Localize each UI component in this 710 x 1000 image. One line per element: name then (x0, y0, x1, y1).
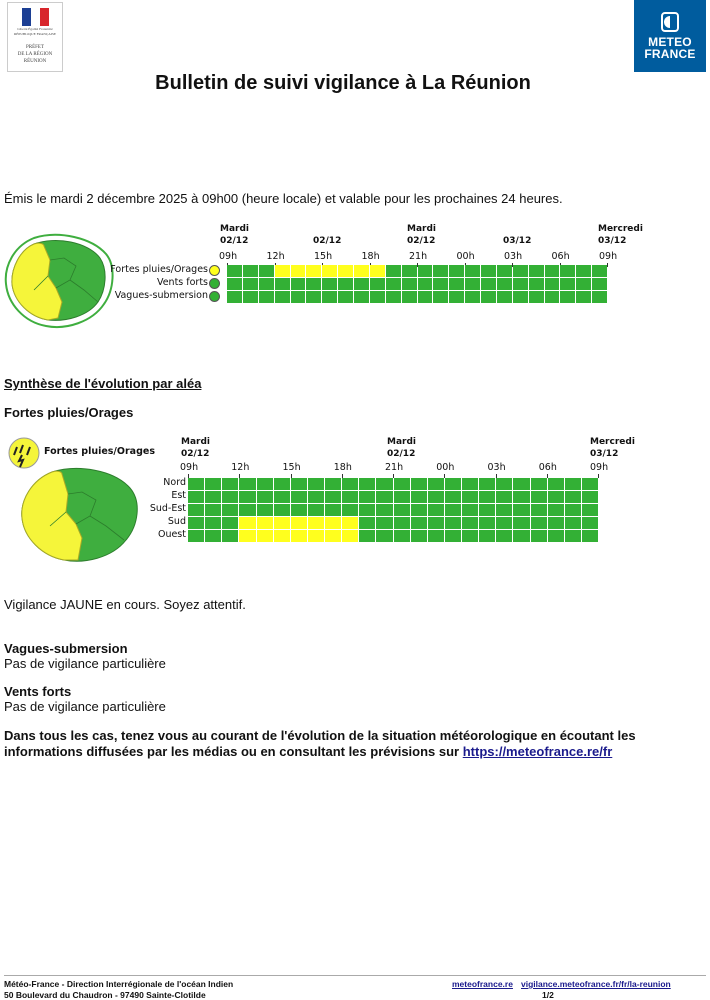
overview_chart-grid-row (227, 291, 607, 303)
pluie-day-name: Mardi (181, 437, 210, 447)
vigilance-green-cell (433, 265, 448, 277)
prefet-label-3: RÉUNION (23, 59, 47, 64)
vigilance-green-cell (479, 530, 495, 542)
vigilance-green-cell (548, 504, 564, 516)
vigilance-yellow-cell (257, 530, 273, 542)
overview_chart-day-date: 02/12 (407, 236, 436, 246)
vigilance-green-cell (565, 504, 581, 516)
vigilance-green-cell (428, 491, 444, 503)
vigilance-green-cell (545, 291, 560, 303)
pluie-grid-row (188, 517, 598, 529)
vigilance-green-cell (513, 265, 528, 277)
vigilance-green-cell (291, 504, 307, 516)
pluie-day-date: 02/12 (387, 449, 416, 459)
french-flag-icon (22, 8, 49, 26)
vigilance-green-cell (531, 530, 547, 542)
wind-icon (209, 278, 220, 289)
vigilance-green-cell (445, 491, 461, 503)
pluie-row-label: Sud-Est (149, 503, 186, 514)
vigilance-green-cell (445, 517, 461, 529)
vigilance-green-cell (188, 504, 204, 516)
overview_chart-time-tick: 15h (314, 251, 333, 262)
vigilance-green-cell (449, 291, 464, 303)
vigilance-green-cell (582, 504, 598, 516)
prefet-label-1: PRÉFET (25, 45, 45, 50)
vigilance-green-cell (359, 504, 375, 516)
vigilance-yellow-cell (370, 265, 385, 277)
vigilance-yellow-cell (308, 530, 324, 542)
vigilance-green-cell (188, 491, 204, 503)
vents-title: Vents forts (4, 684, 72, 699)
pluie-time-tick: 06h (538, 462, 557, 473)
vigilance-green-cell (582, 478, 598, 490)
vigilance-green-cell (376, 517, 392, 529)
vigilance-green-cell (545, 278, 560, 290)
vigilance-green-cell (205, 504, 221, 516)
vigilance-green-cell (291, 291, 306, 303)
vigilance-green-cell (531, 517, 547, 529)
overview_chart-day-date: 03/12 (503, 236, 532, 246)
vigilance-green-cell (545, 265, 560, 277)
vigilance-green-cell (411, 517, 427, 529)
pluie-time-tick: 09h (180, 462, 199, 473)
vigilance-green-cell (291, 478, 307, 490)
vigilance-green-cell (479, 517, 495, 529)
vigilance-green-cell (274, 504, 290, 516)
pluie-day-name: Mardi (387, 437, 416, 447)
wave-icon (209, 291, 220, 302)
vigilance-green-cell (188, 517, 204, 529)
vigilance-green-cell (308, 478, 324, 490)
vigilance-green-cell (513, 291, 528, 303)
vigilance-green-cell (308, 491, 324, 503)
advice-link[interactable]: https://meteofrance.re/fr (462, 744, 613, 759)
pluie-tick-mark (598, 474, 599, 478)
vigilance-green-cell (359, 517, 375, 529)
vigilance-green-cell (376, 478, 392, 490)
vigilance-green-cell (418, 265, 433, 277)
vigilance-green-cell (394, 517, 410, 529)
pluie-status-text: Vigilance JAUNE en cours. Soyez attentif. (4, 597, 246, 612)
overview_chart-time-tick: 03h (504, 251, 523, 262)
vigilance-yellow-cell (257, 517, 273, 529)
vigilance-green-cell (428, 504, 444, 516)
vigilance-green-cell (338, 278, 353, 290)
pluie-section-title: Fortes pluies/Orages (4, 405, 134, 420)
vents-text: Pas de vigilance particulière (4, 699, 166, 714)
vigilance-green-cell (465, 265, 480, 277)
vigilance-green-cell (479, 491, 495, 503)
vigilance-green-cell (205, 491, 221, 503)
rain-storm-icon (209, 265, 220, 276)
overview_chart-tick-mark (607, 263, 608, 267)
vigilance-green-cell (560, 278, 575, 290)
vigilance-green-cell (462, 491, 478, 503)
vigilance-green-cell (205, 517, 221, 529)
overview_chart-row-label: Vents forts (156, 277, 208, 288)
vigilance-yellow-cell (274, 517, 290, 529)
vigilance-green-cell (513, 278, 528, 290)
vigilance-green-cell (342, 478, 358, 490)
vigilance-green-cell (531, 478, 547, 490)
pluie-grid-row (188, 504, 598, 516)
vigilance-green-cell (462, 517, 478, 529)
vigilance-green-cell (227, 265, 242, 277)
vigilance-green-cell (386, 265, 401, 277)
vigilance-green-cell (565, 530, 581, 542)
vigilance-green-cell (275, 278, 290, 290)
vigilance-yellow-cell (306, 265, 321, 277)
overview_chart-day-header (503, 223, 531, 247)
vigilance-green-cell (449, 278, 464, 290)
vigilance-green-cell (565, 491, 581, 503)
vigilance-green-cell (376, 530, 392, 542)
vigilance-green-cell (322, 278, 337, 290)
pluie-time-tick: 12h (231, 462, 250, 473)
vigilance-yellow-cell (291, 517, 307, 529)
vigilance-green-cell (428, 478, 444, 490)
overview_chart-grid (227, 265, 607, 303)
footer-page-number: 1/2 (542, 990, 554, 1000)
vigilance-green-cell (428, 517, 444, 529)
vigilance-green-cell (188, 530, 204, 542)
vigilance-green-cell (496, 504, 512, 516)
pluie-row-label: Nord (163, 477, 186, 488)
emblem-republique: RÉPUBLIQUE FRANÇAISE (13, 32, 57, 36)
vigilance-green-cell (496, 530, 512, 542)
vigilance-green-cell (479, 504, 495, 516)
vigilance-green-cell (531, 491, 547, 503)
vigilance-green-cell (222, 491, 238, 503)
vigilance-green-cell (205, 530, 221, 542)
overview_chart-time-tick: 09h (219, 251, 238, 262)
meteo-france-name-1: METEO (648, 35, 692, 49)
vigilance-green-cell (257, 504, 273, 516)
vigilance-green-cell (411, 530, 427, 542)
reunion-map-overview (4, 232, 116, 332)
vigilance-green-cell (257, 491, 273, 503)
pluie-time-tick: 21h (385, 462, 404, 473)
vigilance-green-cell (497, 291, 512, 303)
vigilance-green-cell (239, 491, 255, 503)
vigilance-green-cell (243, 278, 258, 290)
vigilance-green-cell (222, 517, 238, 529)
pluie-day-name: Mercredi (590, 437, 635, 447)
vigilance-green-cell (359, 530, 375, 542)
overview_chart-time-tick: 18h (361, 251, 380, 262)
pluie-time-tick: 09h (590, 462, 609, 473)
vigilance-green-cell (394, 504, 410, 516)
vigilance-green-cell (325, 491, 341, 503)
vigilance-green-cell (481, 265, 496, 277)
vigilance-green-cell (479, 478, 495, 490)
vigilance-green-cell (259, 265, 274, 277)
vigilance-green-cell (411, 504, 427, 516)
vigilance-green-cell (291, 278, 306, 290)
vigilance-green-cell (291, 491, 307, 503)
vigilance-green-cell (445, 478, 461, 490)
overview_chart-time-tick: 06h (551, 251, 570, 262)
vigilance-green-cell (394, 478, 410, 490)
vigilance-green-cell (582, 491, 598, 503)
overview_chart-day-date: 03/12 (598, 236, 627, 246)
vigilance-green-cell (394, 530, 410, 542)
vigilance-green-cell (529, 265, 544, 277)
vigilance-green-cell (462, 504, 478, 516)
reunion-map-pluie (20, 464, 142, 566)
vigilance-green-cell (402, 291, 417, 303)
vigilance-green-cell (376, 491, 392, 503)
vigilance-green-cell (445, 504, 461, 516)
vigilance-green-cell (308, 504, 324, 516)
overview_chart-day-header (313, 223, 341, 247)
pluie-map-legend: Fortes pluies/Orages (44, 446, 155, 457)
vigilance-yellow-cell (291, 265, 306, 277)
overview_chart-day-date: 02/12 (220, 236, 249, 246)
vigilance-green-cell (227, 291, 242, 303)
vigilance-green-cell (222, 530, 238, 542)
vigilance-green-cell (338, 291, 353, 303)
vigilance-green-cell (592, 291, 607, 303)
footer-address: 50 Boulevard du Chaudron - 97490 Sainte-Clotilde (4, 990, 206, 1000)
pluie-time-tick: 03h (487, 462, 506, 473)
prefet-label-2: DE LA RÉGION (17, 52, 53, 57)
vigilance-yellow-cell (239, 517, 255, 529)
vigilance-green-cell (513, 530, 529, 542)
overview_chart-grid-row (227, 278, 607, 290)
pluie-grid-row (188, 491, 598, 503)
vigilance-green-cell (359, 478, 375, 490)
overview_chart-day-name (313, 223, 341, 235)
overview_chart-row-label: Fortes pluies/Orages (110, 264, 208, 275)
vigilance-green-cell (560, 291, 575, 303)
pluie-day-header (590, 436, 635, 460)
pluie-day-date: 03/12 (590, 449, 619, 459)
vigilance-green-cell (418, 278, 433, 290)
vigilance-yellow-cell (342, 517, 358, 529)
vigilance-green-cell (402, 278, 417, 290)
vigilance-green-cell (411, 491, 427, 503)
vigilance-green-cell (275, 291, 290, 303)
vigilance-green-cell (582, 517, 598, 529)
vigilance-green-cell (496, 478, 512, 490)
overview_chart-grid-row (227, 265, 607, 277)
vigilance-green-cell (243, 291, 258, 303)
overview_chart-time-tick: 09h (599, 251, 618, 262)
vigilance-green-cell (560, 265, 575, 277)
vigilance-green-cell (325, 504, 341, 516)
vigilance-green-cell (259, 278, 274, 290)
vigilance-green-cell (354, 278, 369, 290)
vigilance-green-cell (259, 291, 274, 303)
overview_chart-day-name: Mardi (220, 224, 249, 234)
vigilance-green-cell (529, 278, 544, 290)
vigilance-green-cell (565, 517, 581, 529)
vigilance-green-cell (513, 504, 529, 516)
vigilance-green-cell (222, 504, 238, 516)
vigilance-green-cell (239, 504, 255, 516)
pluie-row-label: Est (171, 490, 186, 501)
overview_chart-time-tick: 21h (409, 251, 428, 262)
vigilance-green-cell (481, 278, 496, 290)
vigilance-green-cell (548, 517, 564, 529)
vigilance-green-cell (531, 504, 547, 516)
vigilance-green-cell (592, 265, 607, 277)
vigilance-green-cell (548, 491, 564, 503)
pluie-time-tick: 18h (333, 462, 352, 473)
vigilance-green-cell (513, 478, 529, 490)
vigilance-green-cell (342, 491, 358, 503)
prefet-logo (7, 2, 63, 72)
vigilance-green-cell (496, 491, 512, 503)
vigilance-green-cell (402, 265, 417, 277)
overview_chart-day-header (407, 223, 436, 247)
pluie-grid-row (188, 530, 598, 542)
vagues-text: Pas de vigilance particulière (4, 656, 166, 671)
vigilance-green-cell (274, 478, 290, 490)
vigilance-green-cell (465, 291, 480, 303)
vigilance-green-cell (529, 291, 544, 303)
pluie-row-label: Sud (167, 516, 186, 527)
vigilance-green-cell (576, 291, 591, 303)
vigilance-green-cell (481, 291, 496, 303)
vigilance-green-cell (576, 278, 591, 290)
vigilance-green-cell (592, 278, 607, 290)
pluie-day-header (181, 436, 210, 460)
vigilance-green-cell (205, 478, 221, 490)
vigilance-green-cell (428, 530, 444, 542)
vigilance-green-cell (306, 291, 321, 303)
vigilance-green-cell (576, 265, 591, 277)
vigilance-yellow-cell (291, 530, 307, 542)
vigilance-green-cell (359, 491, 375, 503)
footer-link-meteofrance[interactable]: meteofrance.re (452, 979, 513, 989)
footer-org: Météo-France - Direction Interrégionale de l'océan Indien (4, 979, 234, 989)
vigilance-yellow-cell (338, 265, 353, 277)
vigilance-green-cell (418, 291, 433, 303)
overview_chart-day-name: Mardi (407, 224, 436, 234)
vigilance-green-cell (370, 278, 385, 290)
vigilance-green-cell (257, 478, 273, 490)
overview_chart-day-header (598, 223, 643, 247)
vigilance-yellow-cell (354, 265, 369, 277)
pluie-day-date: 02/12 (181, 449, 210, 459)
vigilance-green-cell (497, 265, 512, 277)
footer-divider (4, 975, 706, 976)
pluie-grid-row (188, 478, 598, 490)
vigilance-green-cell (449, 265, 464, 277)
page-title: Bulletin de suivi vigilance à La Réunion (155, 72, 531, 94)
vigilance-green-cell (565, 478, 581, 490)
emblem-motto: Liberté Égalité Fraternité (17, 27, 53, 31)
vigilance-green-cell (227, 278, 242, 290)
overview_chart-time-tick: 12h (266, 251, 285, 262)
vigilance-yellow-cell (325, 530, 341, 542)
vigilance-green-cell (274, 491, 290, 503)
footer-link-vigilance[interactable]: vigilance.meteofrance.fr/fr/la-reunion (521, 979, 671, 989)
overview_chart-day-date: 02/12 (313, 236, 342, 246)
vigilance-green-cell (386, 291, 401, 303)
vigilance-green-cell (445, 530, 461, 542)
vigilance-green-cell (582, 530, 598, 542)
meteo-france-emblem-icon (661, 12, 679, 32)
meteo-france-logo (634, 0, 706, 72)
vigilance-green-cell (465, 278, 480, 290)
vigilance-green-cell (306, 278, 321, 290)
overview_chart-day-name (503, 223, 531, 235)
overview_chart-day-header (220, 223, 249, 247)
vigilance-green-cell (548, 478, 564, 490)
vigilance-green-cell (354, 291, 369, 303)
vigilance-green-cell (322, 291, 337, 303)
vigilance-green-cell (386, 278, 401, 290)
vigilance-green-cell (462, 530, 478, 542)
vigilance-yellow-cell (239, 530, 255, 542)
vigilance-green-cell (433, 291, 448, 303)
meteo-france-name-2: FRANCE (644, 47, 696, 61)
vigilance-yellow-cell (342, 530, 358, 542)
vigilance-green-cell (394, 491, 410, 503)
vigilance-green-cell (243, 265, 258, 277)
pluie-day-header (387, 436, 416, 460)
vigilance-green-cell (188, 478, 204, 490)
pluie-time-tick: 15h (282, 462, 301, 473)
vigilance-green-cell (513, 517, 529, 529)
vigilance-yellow-cell (274, 530, 290, 542)
overview_chart-day-name: Mercredi (598, 224, 643, 234)
synthese-title: Synthèse de l'évolution par aléa (4, 376, 202, 391)
vigilance-green-cell (325, 478, 341, 490)
vigilance-green-cell (513, 491, 529, 503)
overview_chart-row-label: Vagues-submersion (114, 290, 208, 301)
pluie-grid (188, 478, 598, 542)
vigilance-yellow-cell (275, 265, 290, 277)
vigilance-green-cell (376, 504, 392, 516)
vigilance-green-cell (548, 530, 564, 542)
pluie-time-tick: 00h (436, 462, 455, 473)
pluie-row-label: Ouest (157, 529, 186, 540)
overview_chart-time-tick: 00h (456, 251, 475, 262)
vigilance-green-cell (370, 291, 385, 303)
emission-text: Émis le mardi 2 décembre 2025 à 09h00 (heure locale) et valable pour les prochaines 24 heures. (4, 191, 563, 206)
vigilance-green-cell (222, 478, 238, 490)
vigilance-green-cell (433, 278, 448, 290)
vigilance-green-cell (342, 504, 358, 516)
vigilance-green-cell (239, 478, 255, 490)
vigilance-yellow-cell (308, 517, 324, 529)
vagues-title: Vagues-submersion (4, 641, 128, 656)
vigilance-green-cell (411, 478, 427, 490)
vigilance-green-cell (462, 478, 478, 490)
advice-paragraph (4, 728, 704, 760)
vigilance-green-cell (497, 278, 512, 290)
vigilance-yellow-cell (325, 517, 341, 529)
advice-text: Dans tous les cas, tenez vous au courant de l'évolution de la situation météorologique en écoutant les informations diffusées par les médias ou en consultant les prévisions sur (4, 728, 636, 759)
vigilance-green-cell (496, 517, 512, 529)
vigilance-yellow-cell (322, 265, 337, 277)
